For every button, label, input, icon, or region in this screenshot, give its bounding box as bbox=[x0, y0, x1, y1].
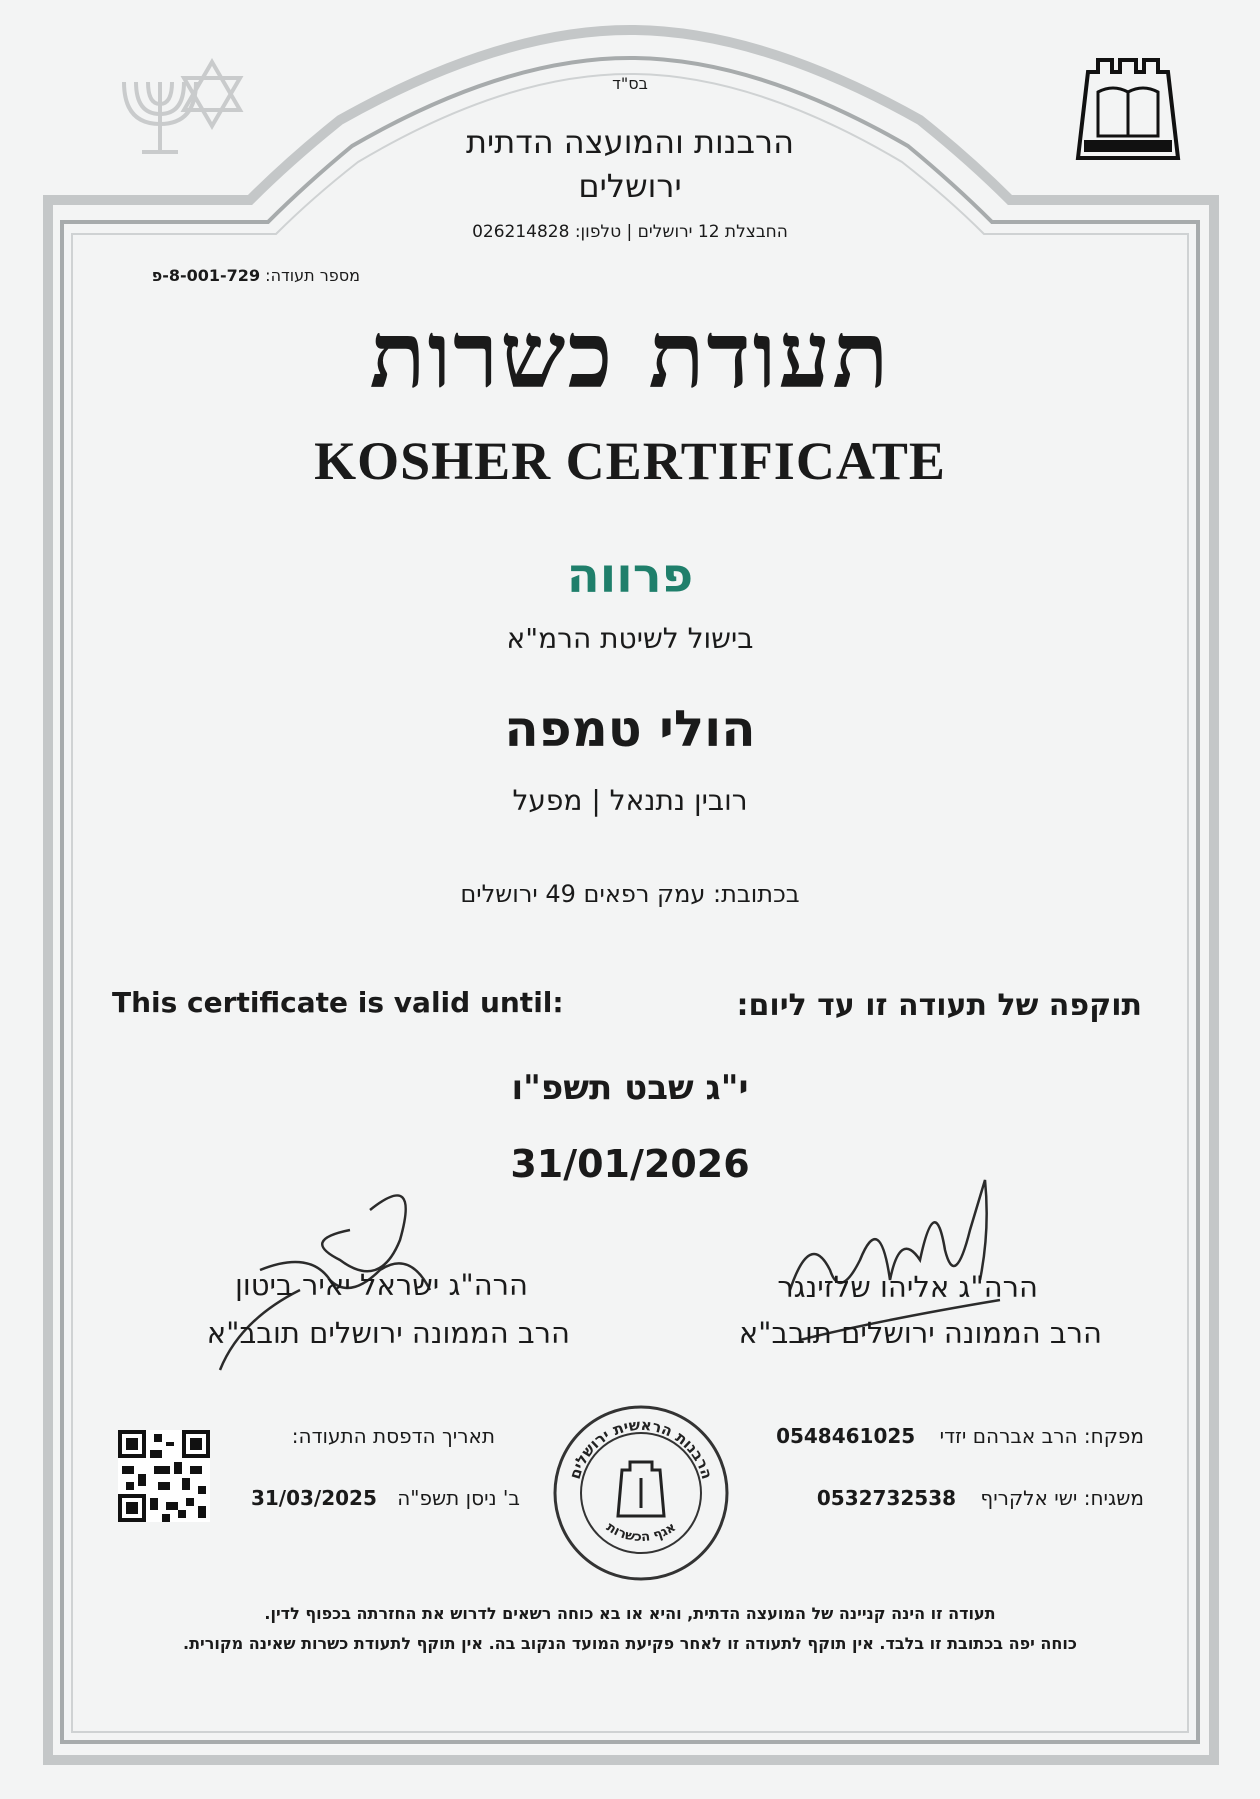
supervisor-phone: 0548461025 bbox=[776, 1424, 916, 1448]
organization-city: ירושלים bbox=[578, 167, 682, 205]
supervisor-label: מפקח: הרב אברהם יזדי bbox=[939, 1424, 1144, 1448]
bsd-mark: בס"ד bbox=[612, 74, 648, 93]
mashgiach-phone: 0532732538 bbox=[816, 1486, 957, 1510]
signatory-left-name: הרה"ג ישראל יאיר ביטון bbox=[234, 1268, 528, 1302]
print-date bbox=[251, 1486, 520, 1510]
footer-line-1: תעודה זו הינה קניינה של המועצה הדתית, והיא או בא כוחה רשאים לדרוש את החזרתה בכפוף לדין. bbox=[264, 1604, 996, 1623]
mashgiach-label: משגיח: ישי אלקריף bbox=[980, 1486, 1144, 1510]
seal-icon bbox=[552, 1404, 730, 1582]
print-date-label: תאריך הדפסת התעודה: bbox=[291, 1424, 495, 1448]
certificate-number-value: 8-001-729-פ bbox=[151, 266, 261, 285]
title-english: KOSHER CERTIFICATE bbox=[314, 431, 946, 491]
supervisor-line bbox=[776, 1424, 1144, 1448]
certificate-number bbox=[152, 266, 360, 285]
valid-until-label-en: This certificate is valid until: bbox=[112, 986, 564, 1019]
print-date-gregorian: 31/03/2025 bbox=[250, 1486, 377, 1510]
expiry-hebrew-date: י"ג שבט תשפ"ו bbox=[511, 1068, 749, 1108]
official-seal bbox=[552, 1404, 730, 1582]
seal-top-text: הרבנות הראשית ירושלים bbox=[565, 1415, 717, 1482]
title-hebrew: תעודת כשרות bbox=[369, 301, 891, 409]
certificate-number-label: מספר תעודה: bbox=[265, 266, 360, 285]
signatory-right-name: הרה"ג אליהו שלזינגר bbox=[777, 1270, 1038, 1304]
expiry-gregorian-date: 31/01/2026 bbox=[510, 1142, 750, 1186]
seal-bottom-text: אגף הכשרות bbox=[603, 1519, 679, 1546]
svg-text:אגף הכשרות bbox=[603, 1520, 678, 1545]
address-line: בכתובת: עמק רפאים 49 ירושלים bbox=[460, 880, 800, 908]
business-name: הולי טמפה bbox=[504, 700, 756, 758]
signatory-left-title: הרב הממונה ירושלים תובב"א bbox=[206, 1316, 570, 1350]
kashrut-category: פרווה bbox=[566, 548, 694, 604]
print-date-hebrew: ב' ניסן תשפ"ה bbox=[397, 1486, 520, 1510]
cooking-method: בישול לשיטת הרמ"א bbox=[506, 622, 754, 655]
valid-until-label-he: תוקפה של תעודה זו עד ליום: bbox=[736, 988, 1142, 1023]
signatory-right-title: הרב הממונה ירושלים תובב"א bbox=[738, 1316, 1102, 1350]
qr-code-icon[interactable] bbox=[118, 1430, 210, 1522]
mashgiach-line bbox=[817, 1486, 1144, 1510]
owner-line: רובין נתנאל | מפעל bbox=[512, 784, 748, 817]
contact-line: החבצלת 12 ירושלים | טלפון: 026214828 bbox=[472, 222, 788, 242]
footer-line-2: כוחה יפה בכתובת זו בלבד. אין תוקף לתעודה זו לאחר פקיעת המועד הנקוב בה. אין תוקף לתעודת כשרות שאינה מקורית. bbox=[183, 1634, 1077, 1653]
organization-name: הרבנות והמועצה הדתית bbox=[466, 123, 794, 161]
